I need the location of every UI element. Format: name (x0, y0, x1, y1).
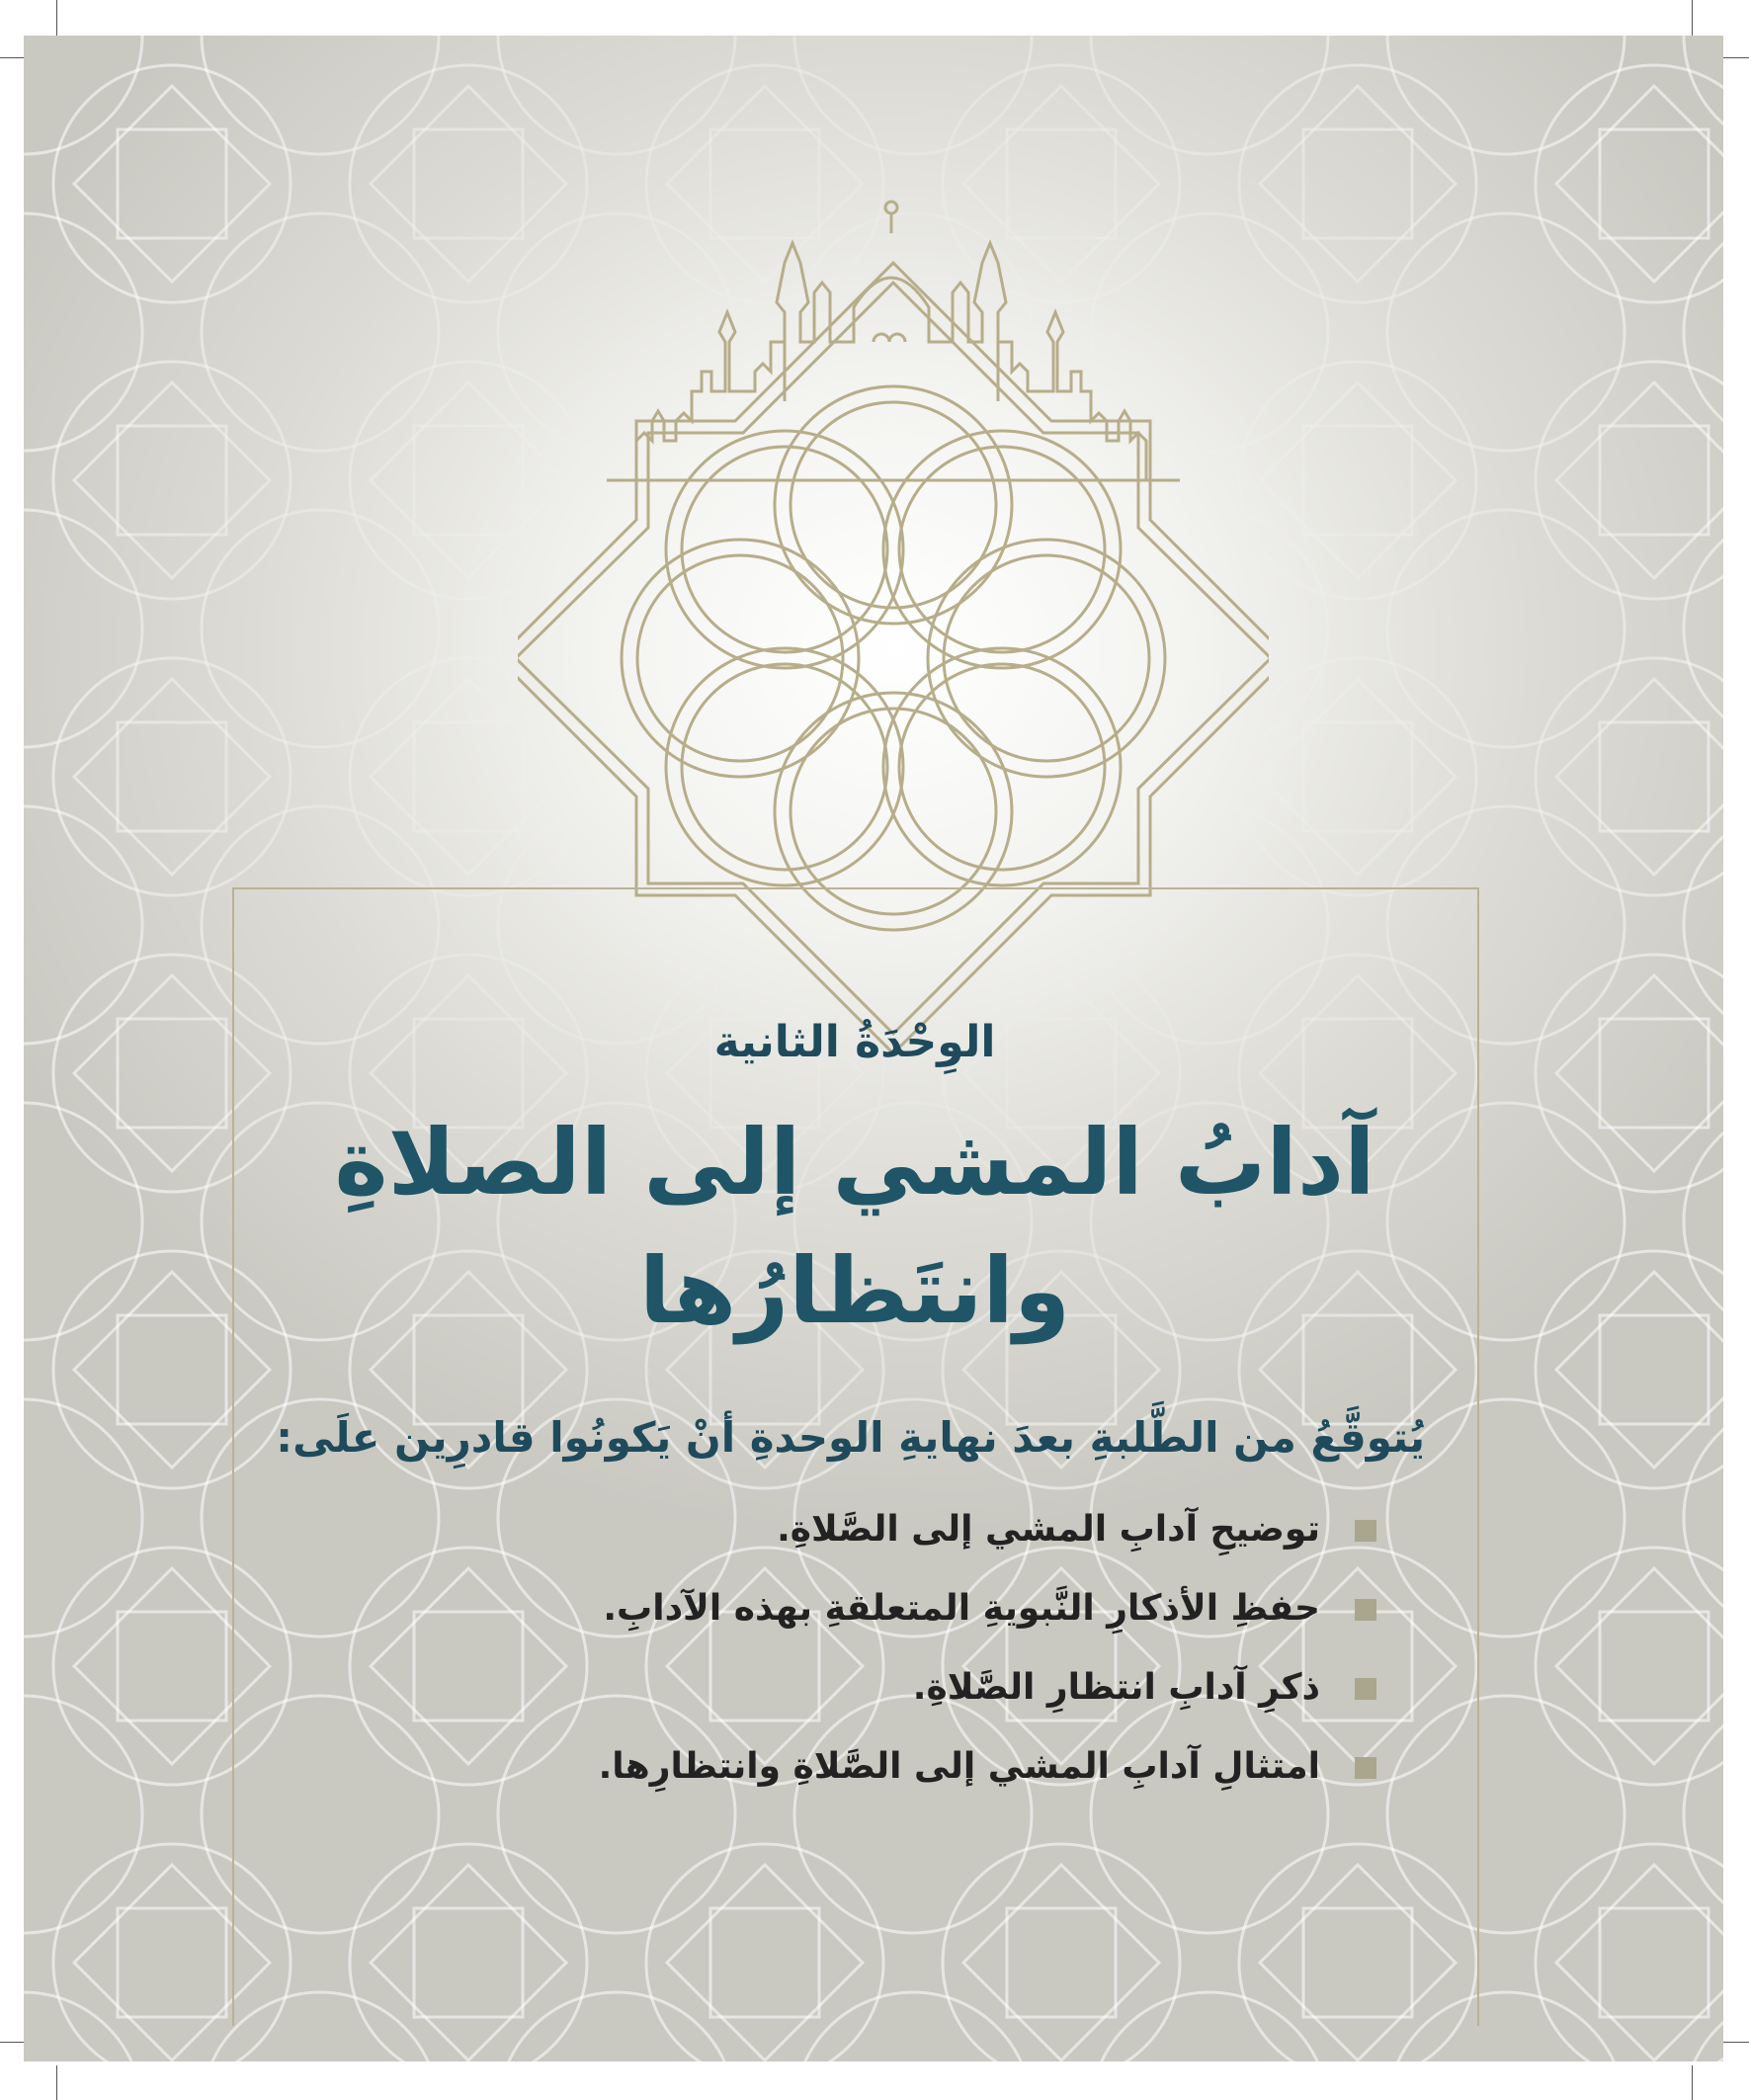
unit-label: الوِحْدَةُ الثانية (713, 1017, 996, 1067)
crop-mark (1692, 0, 1693, 36)
objective-text: حفظِ الأذكارِ النَّبويةِ المتعلقةِ بهذه الآدابِ. (603, 1588, 1320, 1629)
objective-text: امتثالِ آدابِ المشي إلى الصَّلاةِ وانتظارِها. (598, 1746, 1320, 1787)
objective-text: توضيحِ آدابِ المشي إلى الصَّلاةِ. (777, 1509, 1320, 1550)
objective-text: ذكرِ آدابِ انتظارِ الصَّلاةِ. (912, 1667, 1320, 1708)
objective-item (237, 1490, 1472, 1569)
unit-title-line-2: وانتَظارُها (638, 1238, 1071, 1344)
crop-mark (56, 0, 57, 36)
square-bullet-icon (1355, 1599, 1376, 1621)
objective-item (237, 1727, 1472, 1806)
crop-mark (1692, 2065, 1693, 2100)
unit-title-line-1: آدابُ المشي إلى الصلاةِ (334, 1110, 1375, 1216)
objective-item (237, 1648, 1472, 1727)
objective-item (237, 1569, 1472, 1648)
square-bullet-icon (1355, 1678, 1376, 1700)
objectives-list (237, 1490, 1472, 1806)
crop-mark (56, 2065, 57, 2100)
objectives-intro: يُتوقَّعُ من الطَّلبةِ بعدَ نهايةِ الوحدةِ أنْ يَكونُوا قادرِين علَى: (276, 1413, 1425, 1462)
square-bullet-icon (1355, 1520, 1376, 1542)
unit-title (237, 1099, 1472, 1356)
unit-intro-block (237, 1008, 1472, 1806)
square-bullet-icon (1355, 1757, 1376, 1779)
